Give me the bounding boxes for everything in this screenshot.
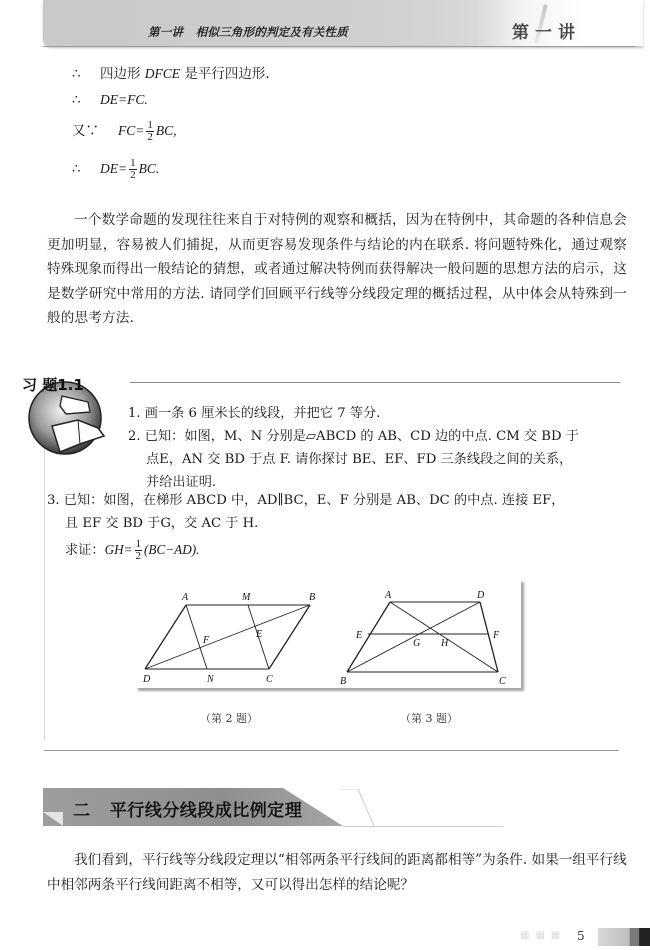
therefore-symbol: ∴ [72,66,81,82]
figure-3-caption: （第 3 题） [400,712,458,725]
proof-line-2: ∴ DE=FC. [72,92,148,108]
svg-text:D: D [143,674,151,685]
svg-text:D: D [477,590,485,601]
exercise-box-left-rule [44,440,45,740]
figure-2-caption: （第 2 题） [200,712,258,725]
chapter-mark: 第一讲 [512,23,581,43]
running-header-title: 第一讲 相似三角形的判定及有关性质 [148,25,348,39]
exercise-3-prove: 求证：GH= $\frac{1}{2}$ (BC−AD). [65,538,200,562]
svg-text:M: M [242,592,251,603]
therefore-symbol: ∴ [72,161,81,177]
exercise-box-top-rule [130,382,620,383]
svg-text:N: N [207,674,214,685]
figure-2-parallelogram [135,579,521,688]
svg-text:E: E [356,630,363,641]
svg-text:B: B [340,676,347,687]
svg-text:习 题1.1: 习 题1.1 [22,376,84,394]
svg-text:C: C [499,676,506,687]
page-number: 5 [577,929,585,943]
exercise-badge-icon [10,368,110,460]
svg-text:G: G [413,638,421,649]
body-paragraph: 一个数学命题的发现往往来自于对特例的观察和概括，因为在特例中，其命题的各种信息会更加明显，容易被人们捕捉，从而更容易发现条件与结论的内在联系. 将问题特殊化，通过观察特殊现象而得出一般结论的猜想，或者通过解决特例而获得解决一般问题的思想方法的启示，这是数学研究中常用的方法. 请同学们回顾平行线等分线段定理的概括过程，从中体会从特殊到一般的思考方法. [47,212,627,326]
svg-text:C: C [266,674,273,685]
proof-line-1: ∴ 四边形 DFCE 是平行四边形. [72,66,270,82]
exercise-3: 3. 已知：如图，在梯形 ABCD 中，AD∥BC，E、F 分别是 AB、DC 的中点. 连接 EF， [47,493,565,508]
exercise-2: 2. 已知：如图，M、N 分别是▱ABCD 的 AB、CD 边的中点. CM 交 BD 于 点E，AN 交 BD 于点 F. 请你探讨 BE、EF、FD 三条线段之间的关系， 并给出证明. [128,429,579,490]
exercise-3-line-2: 且 EF 交 BD 于G，交 AC 于 H. [65,516,259,531]
therefore-symbol: ∴ [72,92,81,108]
svg-text:F: F [203,635,210,646]
footer-ghost-decoration: ▦▦▦ [520,930,567,941]
svg-text:A: A [182,592,189,603]
svg-text:F: F [493,630,500,641]
section-heading: 二 平行线分线段成比例定理 [73,801,303,821]
section-band-tail [340,789,380,827]
section-intro-paragraph: 我们看到，平行线等分线段定理以“相邻两条平行线间的距离都相等”为条件. 如果一组平行线中相邻两条平行线间距离不相等，又可以得出怎样的结论呢？ [47,852,627,893]
svg-text:B: B [309,592,316,603]
proof-line-4: ∴ DE= $\frac{1}{2}$ BC. [72,157,160,181]
svg-text:A: A [385,590,392,601]
exercise-box-bottom-rule [44,750,619,751]
fraction-half: $\frac{1}{2}$ [147,119,153,143]
footer-color-bar [598,928,650,946]
section-band-rule [343,826,503,827]
figure-panel [135,579,521,688]
svg-text:E: E [256,629,263,640]
because-symbol: 又∵ [72,123,99,139]
exercise-1: 1. 画一条 6 厘米长的线段，并把它 7 等分. [128,406,381,421]
fraction-half: $\frac{1}{2}$ [130,157,136,181]
svg-text:H: H [441,638,449,649]
proof-line-3: 又∵ FC= $\frac{1}{2}$ BC, [72,119,177,143]
